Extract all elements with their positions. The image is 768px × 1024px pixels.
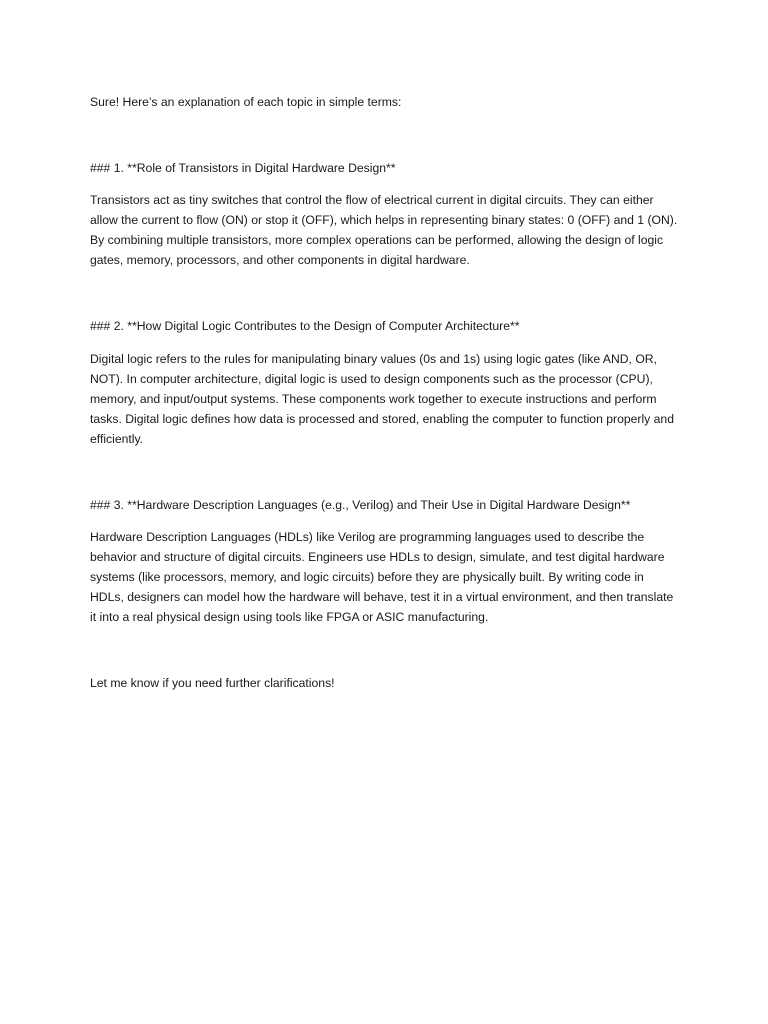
section-2-heading: ### 2. **How Digital Logic Contributes to the Design of Computer Architecture** bbox=[90, 319, 520, 333]
section-1-body: Transistors act as tiny switches that control the flow of electrical current in digital circuits. They can either allow the current to flow (ON) or stop it (OFF), which helps in representing binary states: 0 (OFF) and 1 (ON). By combining multiple transistors, more complex operations can be performed, allowing the design of logic gates, memory, processors, and other components in digital hardware. bbox=[90, 193, 678, 267]
section-1-heading: ### 1. **Role of Transistors in Digital Hardware Design** bbox=[90, 161, 396, 175]
intro-text: Sure! Here’s an explanation of each topic in simple terms: bbox=[90, 95, 402, 109]
closing-text: Let me know if you need further clarifications! bbox=[90, 676, 335, 690]
section-3-heading: ### 3. **Hardware Description Languages (e.g., Verilog) and Their Use in Digital Hardware Design** bbox=[90, 498, 631, 512]
section-3-body: Hardware Description Languages (HDLs) like Verilog are programming languages used to describe the behavior and structure of digital circuits. Engineers use HDLs to design, simulate, and test digital hardware systems (like processors, memory, and logic circuits) before they are physically built. By writing code in HDLs, designers can model how the hardware will behave, test it in a virtual environment, and then translate it into a real physical design using tools like FPGA or ASIC manufacturing. bbox=[90, 530, 674, 624]
section-2-body: Digital logic refers to the rules for manipulating binary values (0s and 1s) using logic gates (like AND, OR, NOT). In computer architecture, digital logic is used to design components such as the processor (CPU), memory, and input/output systems. These components work together to execute instructions and perform tasks. Digital logic defines how data is processed and stored, enabling the computer to function properly and efficiently. bbox=[90, 352, 674, 446]
